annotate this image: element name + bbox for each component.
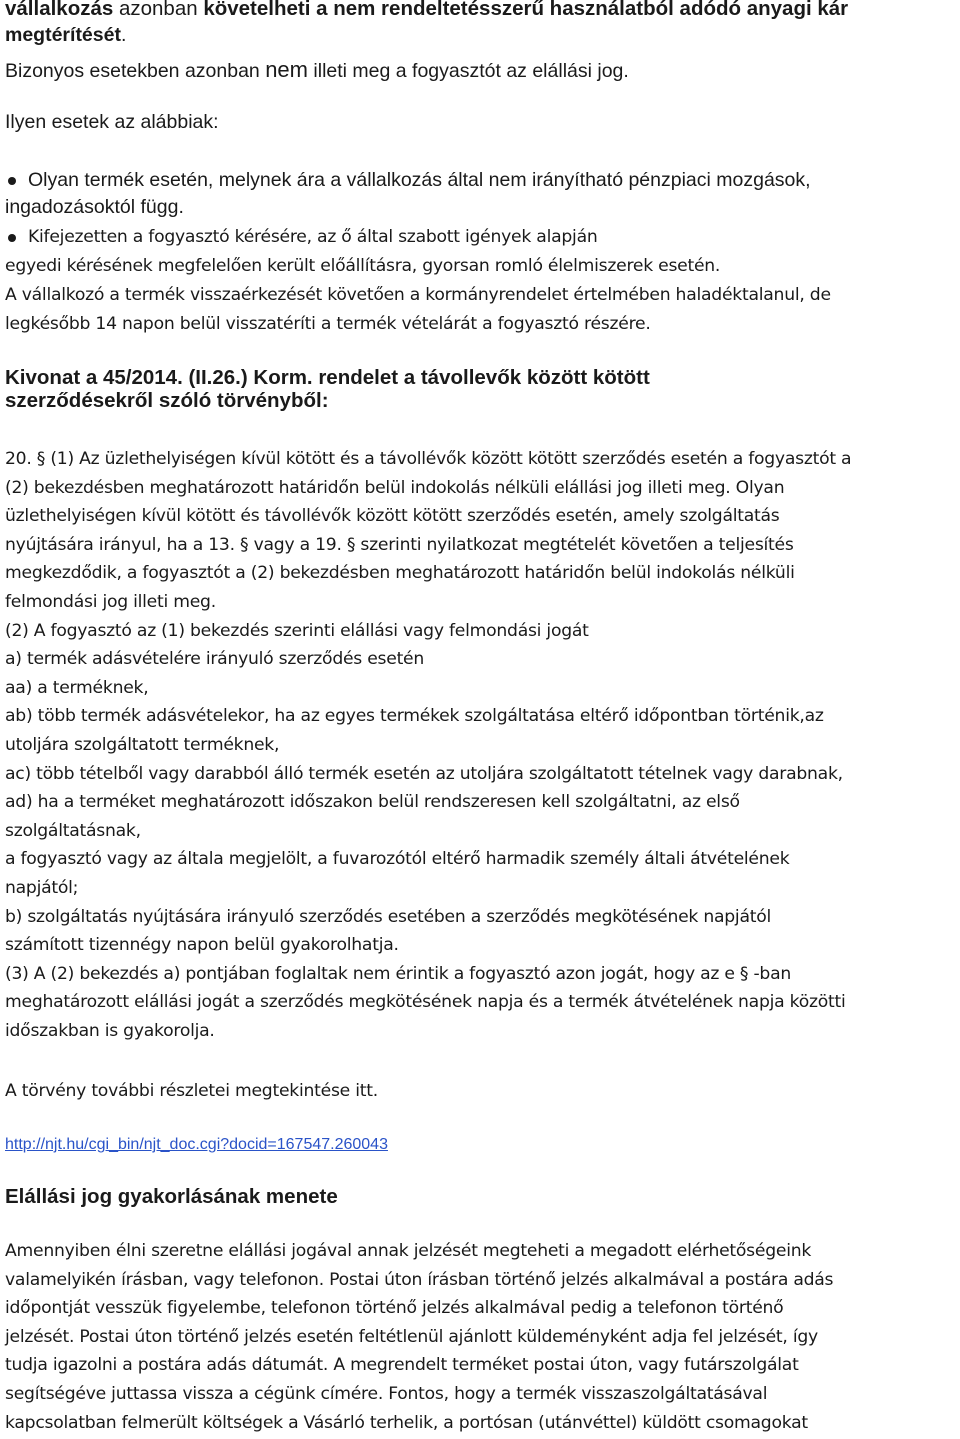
intro-text: .	[120, 24, 127, 46]
process-line: tudja igazolni a postára adás dátumát. A megrendelt terméket postai úton, vagy futárszolgálat	[5, 1355, 799, 1376]
process-line: Amennyiben élni szeretne elállási jogával annak jelzését megteheti a megadott elérhetőségeink	[5, 1241, 812, 1261]
law-line: utoljára szolgáltatott terméknek,	[5, 734, 280, 755]
process-line: valamelyikén írásban, vagy telefonon. Postai úton írásban történő jelzés alkalmával a postára adás	[5, 1269, 834, 1290]
law-line: 20. § (1) Az üzlethelyiségen kívül kötött és a távollévők között kötött szerződés esetén a fogyasztót a	[5, 449, 852, 469]
law-line: időszakban is gyakorolja.	[5, 1020, 215, 1041]
process-text	[5, 1237, 833, 1437]
law-line: aa) a terméknek,	[5, 677, 149, 698]
law-line: meghatározott elállási jogát a szerződés megkötésének napja és a termék átvételének napja közötti	[5, 992, 846, 1013]
excerpt-title-line: szerződésekről szóló törvényből:	[5, 389, 329, 412]
process-line: segítségéve juttassa vissza a cégünk címére. Fontos, hogy a termék visszaszolgáltatásával	[5, 1383, 768, 1404]
body-line: egyedi kérésének megfelelően került előállításra, gyorsan romló élelmiszerek esetén.	[5, 256, 721, 276]
more-details-text: A törvény további részletei megtekintése itt.	[5, 1081, 378, 1101]
process-line: jelzését. Postai úton történő jelzés esetén feltétlenül ajánlott küldeményként adja fel jelzését, így	[5, 1326, 818, 1347]
process-title: Elállási jog gyakorlásának menete	[5, 1185, 338, 1208]
law-line: (2) bekezdésben meghatározott határidőn belül indokolás nélküli elállási jog illeti meg. Olyan	[5, 477, 785, 498]
law-line: megkezdődik, a fogyasztót a (2) bekezdésben meghatározott határidőn belül indokolás nélküli	[5, 563, 795, 584]
law-link[interactable]: http://njt.hu/cgi_bin/njt_doc.cgi?docid=167547.260043	[5, 1136, 388, 1153]
intro-line-2	[5, 23, 126, 47]
intro-text: illeti meg a fogyasztót az elállási jog.	[307, 60, 629, 82]
cases-title: Ilyen esetek az alábbiak:	[5, 111, 219, 133]
law-line: ac) több tételből vagy darabból álló termék esetén az utoljára szolgáltatott tételnek vagy darabnak,	[5, 763, 843, 784]
law-line: ad) ha a terméket meghatározott időszakon belül rendszeresen kell szolgáltatni, az első	[5, 792, 740, 813]
intro-bold-text: vállalkozás	[5, 0, 114, 20]
bullet-item: Olyan termék esetén, melynek ára a vállalkozás által nem irányítható pénzpiaci mozgások,	[5, 168, 811, 192]
bullet-item: Kifejezetten a fogyasztó kérésére, az ő által szabott igények alapján	[5, 223, 598, 252]
intro-line-3	[5, 58, 629, 83]
law-line: napjától;	[5, 877, 79, 898]
law-line: (2) A fogyasztó az (1) bekezdés szerinti elállási vagy felmondási jogát	[5, 620, 589, 641]
law-line: b) szolgáltatás nyújtására irányuló szerződés esetében a szerződés megkötésének napjától	[5, 906, 772, 927]
body-line: legkésőbb 14 napon belül visszatéríti a termék vételárát a fogyasztó részére.	[5, 314, 651, 334]
excerpt-title-line: Kivonat a 45/2014. (II.26.) Korm. rendelet a távollevők között kötött	[5, 366, 650, 389]
intro-emphasis: nem	[265, 57, 308, 82]
bullet-continuation: ingadozásoktól függ.	[5, 196, 184, 218]
body-line: A vállalkozó a termék visszaérkezését követően a kormányrendelet értelmében haladéktalanul, de	[5, 285, 831, 305]
excerpt-title	[5, 366, 650, 412]
law-line: nyújtására irányul, ha a 13. § vagy a 19. § szerinti nyilatkozat megtételét követően a teljesítés	[5, 534, 794, 555]
intro-bold-text: követelheti a nem rendeltetésszerű használatból adódó anyagi kár	[203, 0, 849, 20]
intro-bold-text: megtérítését	[5, 24, 121, 46]
law-line: a) termék adásvételére irányuló szerződés esetén	[5, 649, 425, 670]
law-line: (3) A (2) bekezdés a) pontjában foglaltak nem érintik a fogyasztó azon jogát, hogy az e § -ban	[5, 963, 791, 984]
law-text	[5, 445, 851, 1045]
intro-text: azonban	[113, 0, 204, 20]
intro-line-1	[5, 0, 848, 21]
process-line: kapcsolatban felmerült költségek a Vásárló terhelik, a portósan (utánvéttel) küldött csomagokat	[5, 1412, 808, 1433]
law-line: a fogyasztó vagy az általa megjelölt, a fuvarozótól eltérő harmadik személy általi átvételének	[5, 849, 790, 870]
law-line: számított tizennégy napon belül gyakorolhatja.	[5, 935, 399, 956]
law-line: üzlethelyiségen kívül kötött és távollévők között kötött szerződés esetén, amely szolgáltatás	[5, 506, 780, 527]
intro-text: Bizonyos esetekben azonban	[5, 60, 266, 82]
process-line: időpontját vesszük figyelembe, telefonon történő jelzés alkalmával pedig a telefonon történő	[5, 1298, 784, 1319]
law-line: ab) több termék adásvételekor, ha az egyes termékek szolgáltatása eltérő időpontban történik,az	[5, 706, 824, 727]
law-line: szolgáltatásnak,	[5, 820, 141, 841]
law-line: felmondási jog illeti meg.	[5, 591, 216, 612]
